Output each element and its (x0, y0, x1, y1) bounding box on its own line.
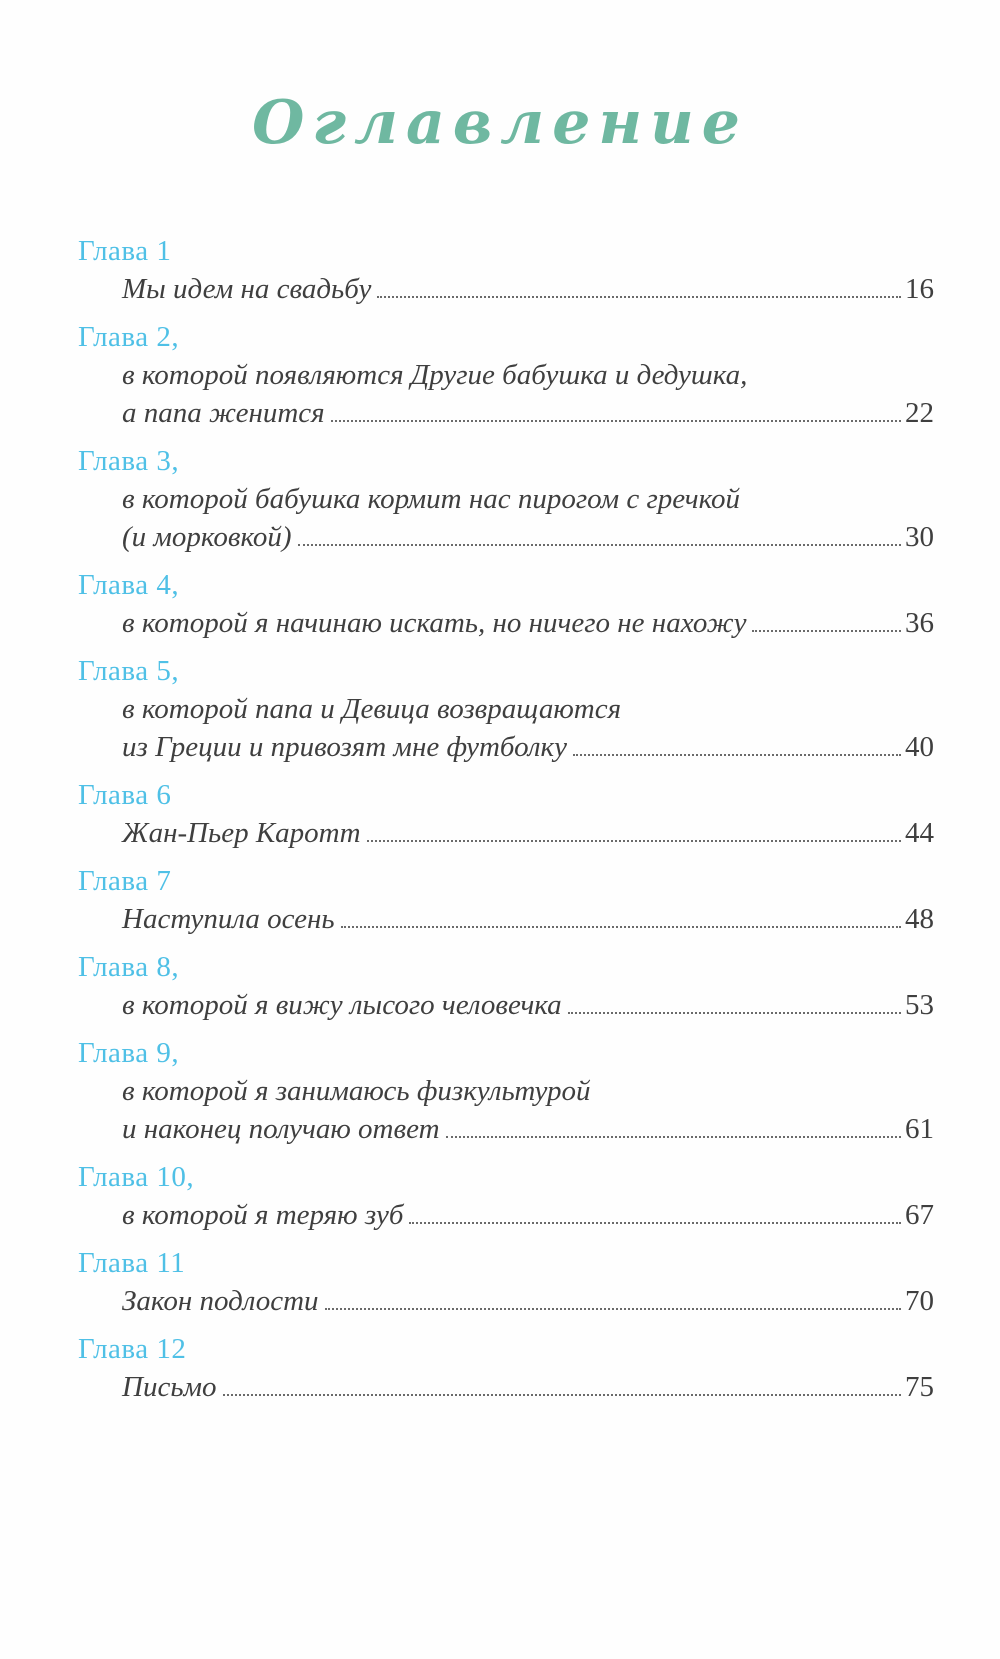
chapter-title-line (122, 604, 934, 642)
page-number: 36 (905, 607, 934, 639)
chapter-title-text: в которой я начинаю искать, но ничего не нахожу (122, 607, 747, 639)
chapter-label: Глава 12 (78, 1333, 187, 1365)
toc-entry (78, 442, 934, 556)
page-number: 67 (905, 1199, 934, 1231)
dot-leader (446, 1135, 901, 1138)
chapter-title-text: а папа женится (122, 397, 325, 429)
chapter-label: Глава 1 (78, 235, 172, 267)
chapter-title (78, 1196, 934, 1234)
chapter-label: Глава 11 (78, 1247, 186, 1279)
chapter-title-line (122, 900, 934, 938)
chapter-title-line (122, 814, 934, 852)
page-number: 48 (905, 903, 934, 935)
page-title: Оглавление (252, 88, 748, 158)
chapter-title-text: и наконец получаю ответ (122, 1113, 440, 1145)
dot-leader (367, 839, 901, 842)
toc-entry (78, 566, 934, 642)
chapter-title-line (122, 1368, 934, 1406)
chapter-title (78, 480, 934, 556)
chapter-title (78, 986, 934, 1024)
page-number: 70 (905, 1285, 934, 1317)
chapter-title (78, 356, 934, 432)
chapter-title-line (122, 1196, 934, 1234)
chapter-title (78, 814, 934, 852)
toc-entry (78, 1034, 934, 1148)
dot-leader (325, 1307, 901, 1310)
page-number: 53 (905, 989, 934, 1021)
chapter-title-text: Мы идем на свадьбу (122, 273, 372, 305)
chapter-title-line (122, 1110, 934, 1148)
chapter-label: Глава 8, (78, 951, 180, 983)
dot-leader (573, 753, 901, 756)
chapter-title-line (122, 986, 934, 1024)
toc-entry (78, 1158, 934, 1234)
dot-leader (223, 1393, 901, 1396)
chapter-label: Глава 10, (78, 1161, 195, 1193)
chapter-title (78, 1072, 934, 1148)
chapter-title (78, 1368, 934, 1406)
chapter-title (78, 604, 934, 642)
dot-leader (409, 1221, 901, 1224)
chapter-title-text: Жан-Пьер Каротт (122, 817, 361, 849)
chapter-label: Глава 5, (78, 655, 180, 687)
page-number: 61 (905, 1113, 934, 1145)
chapter-title-line (122, 518, 934, 556)
chapter-label: Глава 2, (78, 321, 180, 353)
toc-entry (78, 776, 934, 852)
chapter-title (78, 270, 934, 308)
toc-entry (78, 948, 934, 1024)
chapter-title-text: в которой я занимаюсь физкультурой (122, 1075, 591, 1107)
toc-entry (78, 1330, 934, 1406)
chapter-title-line (122, 728, 934, 766)
chapter-title-text: Письмо (122, 1371, 217, 1403)
chapter-title-text: в которой появляются Другие бабушка и дедушка, (122, 359, 748, 391)
chapter-label: Глава 9, (78, 1037, 180, 1069)
page-number: 22 (905, 397, 934, 429)
dot-leader (752, 629, 901, 632)
toc-entry (78, 232, 934, 308)
dot-leader (331, 419, 901, 422)
chapter-title (78, 1282, 934, 1320)
toc-entry (78, 862, 934, 938)
table-of-contents (78, 232, 934, 1416)
chapter-title-text: Закон подлости (122, 1285, 319, 1317)
chapter-title-line (122, 1282, 934, 1320)
chapter-title (78, 900, 934, 938)
chapter-title-line (122, 1072, 934, 1110)
toc-entry (78, 652, 934, 766)
page-number: 40 (905, 731, 934, 763)
chapter-title-line (122, 356, 934, 394)
chapter-label: Глава 4, (78, 569, 180, 601)
chapter-title-text: в которой бабушка кормит нас пирогом с гречкой (122, 483, 741, 515)
page-number: 30 (905, 521, 934, 553)
dot-leader (377, 295, 901, 298)
chapter-label: Глава 3, (78, 445, 180, 477)
page-number: 44 (905, 817, 934, 849)
page-number: 16 (905, 273, 934, 305)
toc-entry (78, 1244, 934, 1320)
chapter-label: Глава 6 (78, 779, 172, 811)
chapter-title-text: в которой я теряю зуб (122, 1199, 404, 1231)
dot-leader (298, 543, 901, 546)
chapter-title-line (122, 394, 934, 432)
chapter-title-text: из Греции и привозят мне футболку (122, 731, 567, 763)
chapter-title (78, 690, 934, 766)
chapter-title-text: Наступила осень (122, 903, 335, 935)
page-number: 75 (905, 1371, 934, 1403)
dot-leader (341, 925, 901, 928)
toc-entry (78, 318, 934, 432)
chapter-title-line (122, 690, 934, 728)
chapter-title-line (122, 480, 934, 518)
chapter-title-text: в которой папа и Девица возвращаются (122, 693, 622, 725)
dot-leader (568, 1011, 901, 1014)
chapter-title-text: (и морковкой) (122, 521, 292, 553)
chapter-title-line (122, 270, 934, 308)
chapter-title-text: в которой я вижу лысого человечка (122, 989, 562, 1021)
chapter-label: Глава 7 (78, 865, 172, 897)
